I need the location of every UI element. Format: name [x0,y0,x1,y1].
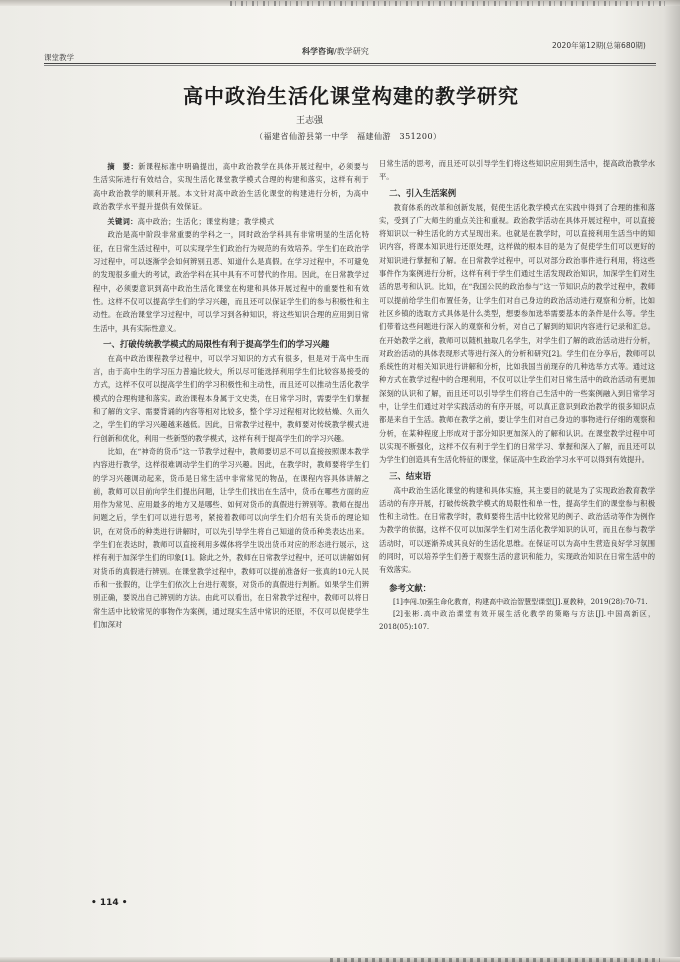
keywords [93,215,369,228]
header-journal-name: 科学咨询/教学研究 [302,47,369,56]
scan-marks-bottom [330,958,660,962]
header-section-label: 课堂教学 [44,53,74,62]
section3-paragraph: 高中政治生活化课堂的构建和具体实施，其主要目的就是为了实现政治教育教学活动的有序开展，打破传统教学模式的局限性和单一性，提高学生们的课堂参与积极性和主动性。在日常教学时，教师要将生活中比较常见的例子、政治活动等作为例作为教学的依据，这样不仅可以加深学生们对生活化教学知识的认可，而且在参与教学活动时，可以逐渐养成其良好的生活化思维。在保证可以为高中生营造良好学习氛围的同时，可以培养学生们善于观察生活的意识和能力，实现政治知识在日常生活中的有效落实。 [379,485,655,575]
page-gutter-shadow [664,0,680,962]
section1-heading: 一、打破传统教学模式的局限性有利于提高学生们的学习兴趣 [103,338,330,349]
keywords-label: 关键词： [107,217,138,227]
header-issue: 2020年第12期(总第680期) [552,41,646,50]
intro-paragraph: 政治是高中阶段非常重要的学科之一，同时政治学科具有非常明显的生活化特征，在日常生活过程中，可以实现学生们政治行为规范的有效培养。学生们在政治学习过程中，可以逐渐学会如何辨别丑恶、知道什么是真假。在学习过程中，不可避免的发现很多重大的考试，政治学科在其中具有不可替代的作用。因此，在日常教学过程中，必须要意识到高中政治生活化课堂在构建和具体开展过程中的重要性和有效性。这样不仅可以提高学生们的学习兴趣，而且还可以保证学生们的参与积极性和主动性。在政治课堂学习过程中，可以学习到各种知识，将这些知识合理的应用到日常生活中，具有实际性意义。 [93,230,369,333]
abstract-label: 摘 要： [107,162,139,171]
abstract-text: 新课程标准中明确提出，高中政治教学在具体开展过程中，必须要与生活实际进行有效结合，实现生活化课堂教学模式合理的构建和落实，这样有利于高中政治教学的顺利开展。本文针对高中政治生活化课堂的构建进行分析，为高中政治教学水平提升提供有效保证。 [93,162,369,211]
author-name: 王志强 [296,116,324,126]
right-column [379,157,655,634]
header-rule-thin [44,65,656,66]
reference-item: [1]李闯.加强生命化教育，构建高中政治智慧型课堂[J].夏教种，2019(28):70-71. [393,597,648,606]
header-rule [44,63,656,64]
section1-paragraph: 在高中政治课程教学过程中，可以学习知识的方式有很多，但是对于高中生而言，由于高中生的学习压力普遍比较大，所以尽可能选择利用学生们比较容易接受的方式，这样不仅可以提高学生们的学习积极性和主动性，而且还可以推动生活化教学模式的合理构建和落实。政治课程本身属于文史类，在日常学习时，需要学生们掌握和了解的文字、需要背诵的内容等相对比较多，整个学习过程相对比较枯燥、久而久之，学生们的学习兴趣越来越低。因此，日常教学过程中，教师要对传统教学模式进行创新和优化，利用一些新型的教学模式，这样有利于提高学生们的学习兴趣。 [93,353,369,443]
reference-item: [2]张彬.高中政治课堂有效开展生活化教学的策略与方法[J].中国高新区，2018(05):107. [379,610,655,632]
scan-barcode-marks [230,1,670,6]
section1-paragraph: 比如，在“神奇的货币”这一节教学过程中，教师要切忌不可以直接按照课本教学内容进行教学，这样很难调动学生们的学习兴趣。因此，在教学时，教师要将学生们的学习兴趣调动起来，货币是日常生活中非常常见的物品，在课程内容具体讲解之前，教师可以目前向学生们提出问题，让学生们找出在生活中，货币在哪些方面的应用作为常见、应用最多的地方又是哪些、如何对货币的真假进行辨别等。教师在提出问题之后，学生们可以进行思考，紧接着教师可以向学生们介绍有关货币的理论知识，在对货币的种类进行讲解时，可以先引导学生将自己知道的货币种类表达出来。学生们在表达时，教师可以直接利用多媒体将学生说出货币对应的形态进行展示，这样有利于加深学生们的印象[1]。除此之外，教师在日常教学过程中，还可以讲解如何对货币的真假进行辨别。在课堂教学过程中，教师可以提前准备好一张真的10元人民币和一张假的，让学生们依次上台进行观察，对货币的真假进行判断。如果学生们辨别正确，要说出自己辨别的方法。由此可以看出，在日常教学过程中，教师可以将日常生活中比较常见的事物作为案例，通过现实生活中常识的还原，不仅可以促使学生们加深对 [93,446,369,629]
section2-heading: 二、引入生活案例 [389,187,457,198]
left-column [93,160,369,631]
section2-paragraph: 教育体系的改革和创新发展，促使生活化教学模式在实践中得到了合理的推和落实，受到了广大师生的重点关注和重视。政治教学活动在具体开展过程中，可以直接将知识以一种生活化的方式呈现出来。也就是在教学时，可以直接利用生活当中的知识内容，将课本知识进行还原处理，这样做的根本目的是为了促使学生们可以更好的对知识进行掌握和了解。在日常教学过程中，可以对部分政治事件进行利用，将这些事件作为案例进行分析，这样有利于学生们通过生活发现政治知识，加深学生们对生活的思考和认识。比如，在“我国公民的政治参与”这一节知识点的教学过程中，教师可以提前给学生们布置任务，让学生们对自己身边的政治活动进行观察和分析，比如社区乡镇的选取方式具体是什么类型，想要参加选举需要基本的条件是什么等。学生们带着这些问题进行深入的观察和分析，对自己了解到的知识内容进行记录和汇总。在开始教学之前，教师可以随机抽取几名学生，对学生们了解的政治活动进行分析，对政治活动的具体表现形式等进行深入的分析和研究[2]。学生们在分享后，教师可以系统性的对相关知识进行讲解和分析，比如我国当前现存的几种选举方式等。通过这种方式在教学过程中的合理利用，不仅可以让学生们对日常生活中的政治活动有更加深刻的认识和了解，而且还可以引导学生们将自己生活中的一些案例融入到日常学习中，让学生们通过对学实践活动的有序开展，可以真正意识到政治教学的很多知识点都是来自于生活。教师在教学之前，要让学生们对自己身边的事物进行仔细的观察和分析，在某种程度上形成对于部分知识更加深入的了解和认识。在课堂教学过程中可以实现不断强化，这样不仅有利于学生们的日常学习、掌握和深入了解，而且还可以为学生们创造具有生活化特征的课堂，保证高中生政治学习水平可以得到有效提升。 [379,202,655,465]
references-heading: 参考文献： [389,582,431,593]
references-list [379,596,655,634]
page-number: • 114 • [91,898,128,908]
keywords-text: 高中政治；生活化；课堂构建；教学模式 [137,217,275,227]
abstract [93,160,369,213]
section3-heading: 三、结束语 [389,470,431,481]
article-title: 高中政治生活化课堂构建的教学研究 [183,84,519,108]
continued-paragraph: 日常生活的思考，而且还可以引导学生们将这些知识应用到生活中，提高政治教学水平。 [379,159,655,182]
author-affiliation: （福建省仙游县第一中学 福建仙游 351200） [255,132,442,141]
